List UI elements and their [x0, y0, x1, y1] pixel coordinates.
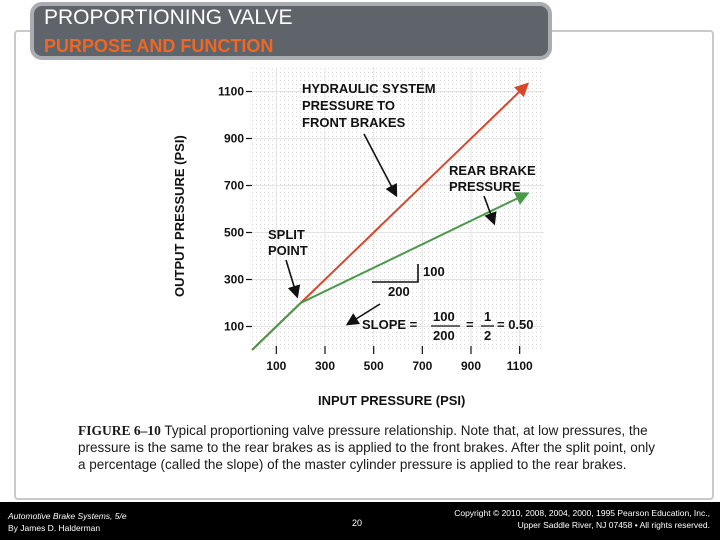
x-tick-label: 900 — [460, 359, 482, 373]
footer-author: By James D. Halderman — [8, 523, 101, 533]
page-number: 20 — [352, 518, 363, 528]
x-tick-label: 300 — [314, 359, 336, 373]
footer-book-title: Automotive Brake Systems, 5/e — [8, 511, 127, 521]
slope-label: SLOPE = — [362, 317, 418, 332]
y-axis-ticks — [218, 85, 252, 334]
slide-title: PROPORTIONING VALVE — [44, 6, 293, 29]
y-tick-label: 500 — [223, 225, 244, 240]
caption-text: Typical proportioning valve pressure relationship. Note that, at low pressures, the pressure is the same to the rear brakes as is applied to the front brakes. After the split point, only a percentage (called the slope) of the master cylinder pressure is applied to the rear brakes. — [78, 423, 656, 472]
x-tick-label: 700 — [412, 359, 433, 373]
y-tick-label: 100 — [223, 319, 244, 334]
x-tick-label: 500 — [363, 359, 384, 373]
footer-bar — [0, 502, 720, 540]
x-axis-ticks — [266, 346, 533, 373]
slope-fraction-denominator-1: 200 — [433, 328, 455, 343]
slope-equals: = — [466, 317, 474, 332]
rear-brake-label-line2: PRESSURE — [449, 179, 521, 194]
footer-book-info — [8, 510, 127, 534]
copyright-line-2: Upper Saddle River, NJ 07458 • All rights reserved. — [517, 520, 710, 530]
y-tick-label: 700 — [223, 178, 244, 193]
split-point-label-line1: SPLIT — [268, 227, 305, 242]
front-brakes-label-line2: PRESSURE TO — [302, 98, 395, 113]
slide-subtitle: PURPOSE AND FUNCTION — [44, 36, 274, 56]
rear-brake-label-line1: REAR BRAKE — [449, 163, 536, 178]
y-tick-label: 300 — [223, 272, 244, 287]
copyright-line-1: Copyright © 2010, 2008, 2004, 2000, 1995 Pearson Education, Inc., — [454, 508, 710, 518]
slope-rise-label: 100 — [423, 264, 445, 279]
slope-fraction-denominator-2: 2 — [484, 328, 492, 343]
slope-run-label: 200 — [388, 284, 410, 299]
split-point-label-line2: POINT — [268, 243, 308, 258]
front-brakes-label-line3: FRONT BRAKES — [302, 115, 406, 130]
slope-fraction-numerator-1: 100 — [433, 309, 455, 324]
footer-copyright — [420, 507, 710, 531]
slope-fraction-numerator-2: 1 — [484, 309, 492, 324]
figure-number: FIGURE 6–10 — [78, 423, 161, 438]
front-brakes-label-line1: HYDRAULIC SYSTEM — [302, 81, 436, 96]
slope-result: = 0.50 — [497, 317, 534, 332]
y-tick-label: 900 — [223, 131, 244, 146]
x-axis-label: INPUT PRESSURE (PSI) — [318, 393, 466, 408]
y-tick-label: 1100 — [217, 84, 244, 99]
y-axis-label: OUTPUT PRESSURE (PSI) — [172, 135, 187, 297]
x-tick-label: 1100 — [506, 359, 533, 373]
figure-caption — [78, 422, 658, 473]
x-tick-label: 100 — [266, 359, 287, 373]
